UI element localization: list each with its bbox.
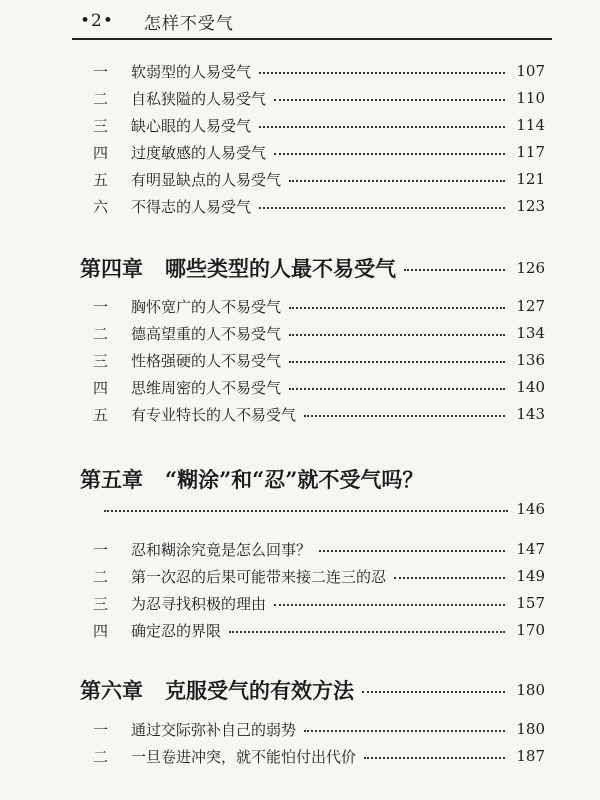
chapter-heading-continuation (104, 498, 545, 520)
header-book-title: 怎样不受气 (143, 13, 234, 34)
toc-entry (93, 745, 545, 767)
leader-dots (289, 388, 505, 390)
leader-dots (229, 631, 505, 633)
entry-number: 一 (93, 540, 109, 559)
leader-dots (289, 180, 505, 182)
entry-page: 143 (516, 405, 545, 423)
entry-title: 有专业特长的人不易受气 (131, 405, 297, 424)
entry-title: 第一次忍的后果可能带来接二连三的忍 (131, 567, 387, 586)
leader-dots (274, 153, 505, 155)
entry-page: 117 (516, 143, 545, 161)
toc-entry (93, 403, 545, 425)
running-header (80, 6, 540, 36)
entry-number: 一 (93, 62, 109, 81)
leader-dots (404, 269, 505, 271)
toc-entry (93, 538, 545, 560)
chapter-title: 哪些类型的人最不易受气 (165, 256, 396, 281)
entry-title: 有明显缺点的人易受气 (131, 170, 282, 189)
chapter-title: 克服受气的有效方法 (165, 678, 354, 703)
toc-entry (93, 718, 545, 740)
entry-number: 三 (93, 116, 109, 135)
toc-entry (93, 592, 545, 614)
toc-entry (93, 114, 545, 136)
entry-title: 过度敏感的人易受气 (131, 143, 267, 162)
leader-dots (319, 550, 505, 552)
entry-number: 二 (93, 567, 109, 586)
entry-number: 四 (93, 143, 109, 162)
leader-dots (259, 126, 505, 128)
entry-page: 123 (516, 197, 545, 215)
toc-entry (93, 87, 545, 109)
entry-title: 缺心眼的人易受气 (131, 116, 252, 135)
entry-page: 170 (516, 621, 545, 639)
entry-number: 二 (93, 324, 109, 343)
leader-dots (364, 757, 505, 759)
entry-number: 六 (93, 197, 109, 216)
entry-number: 三 (93, 594, 109, 613)
chapter-heading (80, 251, 545, 285)
entry-number: 一 (93, 720, 109, 739)
entry-page: 187 (516, 747, 545, 765)
entry-title: 确定忍的界限 (131, 621, 222, 640)
entry-page: 136 (516, 351, 545, 369)
entry-title: 德高望重的人不易受气 (131, 324, 282, 343)
chapter-heading (80, 462, 545, 496)
entry-title: 一旦卷进冲突，就不能怕付出代价 (131, 747, 357, 766)
leader-dots (274, 99, 505, 101)
leader-dots (289, 334, 505, 336)
chapter-heading (80, 673, 545, 707)
chapter-page: 146 (516, 500, 545, 518)
entry-page: 180 (516, 720, 545, 738)
header-rule (72, 38, 552, 40)
leader-dots (304, 730, 505, 732)
toc-entry (93, 141, 545, 163)
entry-title: 不得志的人易受气 (131, 197, 252, 216)
entry-number: 三 (93, 351, 109, 370)
entry-page: 127 (516, 297, 545, 315)
entry-title: 为忍寻找积极的理由 (131, 594, 267, 613)
leader-dots (259, 72, 505, 74)
entry-page: 107 (516, 62, 545, 80)
entry-page: 149 (516, 567, 545, 585)
entry-number: 一 (93, 297, 109, 316)
entry-number: 二 (93, 89, 109, 108)
toc-entry (93, 295, 545, 317)
entry-number: 五 (93, 170, 109, 189)
toc-entry (93, 619, 545, 641)
toc-entry (93, 349, 545, 371)
leader-dots (289, 307, 505, 309)
chapter-number: 第六章 (80, 678, 143, 703)
entry-page: 147 (516, 540, 545, 558)
entry-number: 四 (93, 378, 109, 397)
chapter-number: 第四章 (80, 256, 143, 281)
leader-dots (274, 604, 505, 606)
toc-entry (93, 168, 545, 190)
entry-number: 四 (93, 621, 109, 640)
toc-entry (93, 376, 545, 398)
entry-title: 通过交际弥补自己的弱势 (131, 720, 297, 739)
entry-title: 自私狭隘的人易受气 (131, 89, 267, 108)
entry-title: 性格强硬的人不易受气 (131, 351, 282, 370)
leader-dots (289, 361, 505, 363)
leader-dots (104, 510, 508, 512)
entry-title: 胸怀宽广的人不易受气 (131, 297, 282, 316)
entry-number: 五 (93, 405, 109, 424)
leader-dots (259, 207, 505, 209)
entry-page: 121 (516, 170, 545, 188)
entry-page: 157 (516, 594, 545, 612)
entry-title: 软弱型的人易受气 (131, 62, 252, 81)
entry-number: 二 (93, 747, 109, 766)
toc-entry (93, 565, 545, 587)
entry-page: 114 (516, 116, 545, 134)
entry-title: 思维周密的人不易受气 (131, 378, 282, 397)
toc-entry (93, 60, 545, 82)
chapter-number: 第五章 (80, 467, 143, 492)
leader-dots (362, 691, 505, 693)
leader-dots (394, 577, 505, 579)
chapter-title: “糊涂”和“忍”就不受气吗？ (165, 467, 424, 492)
header-page-number: •2• (80, 11, 114, 31)
entry-page: 110 (516, 89, 545, 107)
toc-entry (93, 322, 545, 344)
leader-dots (304, 415, 505, 417)
toc-entry (93, 195, 545, 217)
chapter-page: 180 (516, 681, 545, 699)
entry-page: 134 (516, 324, 545, 342)
entry-title: 忍和糊涂究竟是怎么回事？ (131, 540, 312, 559)
chapter-page: 126 (516, 259, 545, 277)
entry-page: 140 (516, 378, 545, 396)
